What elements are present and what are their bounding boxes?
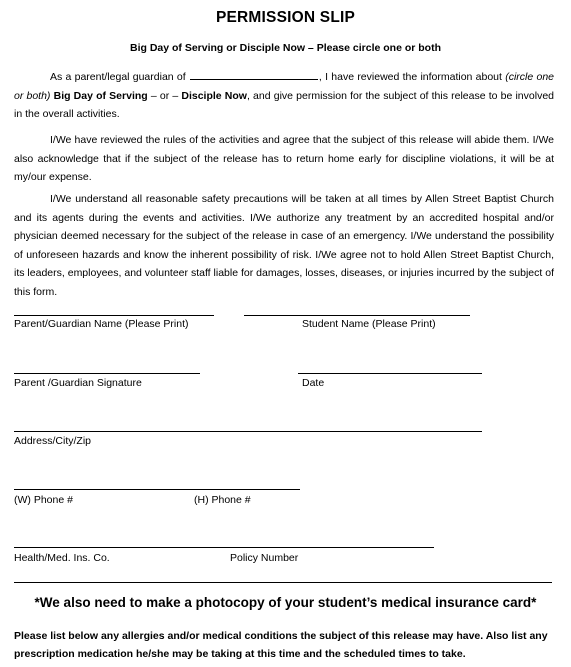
- address-line[interactable]: [14, 431, 482, 432]
- option-big-day-of-serving[interactable]: Big Day of Serving: [53, 89, 148, 102]
- insurance-card-notice: *We also need to make a photocopy of your student’s medical insurance card*: [34, 595, 537, 610]
- student-name-line[interactable]: [244, 315, 470, 316]
- date-line[interactable]: [298, 373, 482, 374]
- work-phone-label: (W) Phone #: [14, 494, 73, 506]
- allergies-instructions: Please list below any allergies and/or medical conditions the subject of this release may have. Also list any prescription medication he/she may be taking at this time and the scheduled times to take.: [14, 630, 548, 660]
- p1-text-or: – or –: [147, 89, 182, 102]
- home-phone-label: (H) Phone #: [194, 494, 251, 506]
- event-subtitle: Big Day of Serving or Disciple Now – Please circle one or both: [129, 42, 441, 54]
- date-label: Date: [302, 377, 325, 389]
- page-title: PERMISSION SLIP: [215, 9, 356, 26]
- option-disciple-now[interactable]: Disciple Now: [181, 89, 247, 102]
- paragraph-rules: [14, 131, 554, 187]
- student-name-label: Student Name (Please Print): [302, 318, 436, 330]
- p2-text: I/We have reviewed the rules of the activities and agree that the subject of this release will abide them. I/We also acknowledge that if the subject of the release has to return home early for discipline violations, it will be at my/our expense.: [14, 134, 554, 183]
- p1-text-b: , I have reviewed the information about: [318, 71, 502, 83]
- p3-text: I/We understand all reasonable safety precautions will be taken at all times by Allen Street Baptist Church and its agents during the events and activities. I/We authorize any treatment by an accredited hospital and/or physician deemed necessary for the subject of the release in case of an emergency. I/We understand the possibility of unforeseen hazards and know the inherent possibility of risk. I/We agree not to hold Allen Street Baptist Church, its leaders, employees, and volunteer staff liable for damages, losses, diseases, or injuries incurred by the subject of this form.: [14, 193, 554, 298]
- p1-text-d: , and give permission for the subject of this release to be involved in the overall activities.: [14, 89, 554, 120]
- p1-text-a: As a parent/legal guardian of: [50, 71, 186, 83]
- signature-line[interactable]: [14, 373, 200, 374]
- signature-label: Parent /Guardian Signature: [14, 377, 142, 389]
- child-name-blank[interactable]: [190, 69, 318, 80]
- section-divider: [14, 582, 552, 583]
- policy-number-label: Policy Number: [230, 552, 299, 564]
- paragraph-safety: [14, 190, 554, 301]
- insurance-line[interactable]: [14, 547, 434, 548]
- parent-name-label: Parent/Guardian Name (Please Print): [14, 318, 189, 330]
- paragraph-guardian-statement: [14, 68, 554, 124]
- parent-name-line[interactable]: [14, 315, 214, 316]
- p1-circle-instruction: (circle one or both): [14, 71, 554, 102]
- health-insurance-label: Health/Med. Ins. Co.: [14, 552, 110, 564]
- phone-line[interactable]: [14, 489, 300, 490]
- address-label: Address/City/Zip: [14, 435, 92, 447]
